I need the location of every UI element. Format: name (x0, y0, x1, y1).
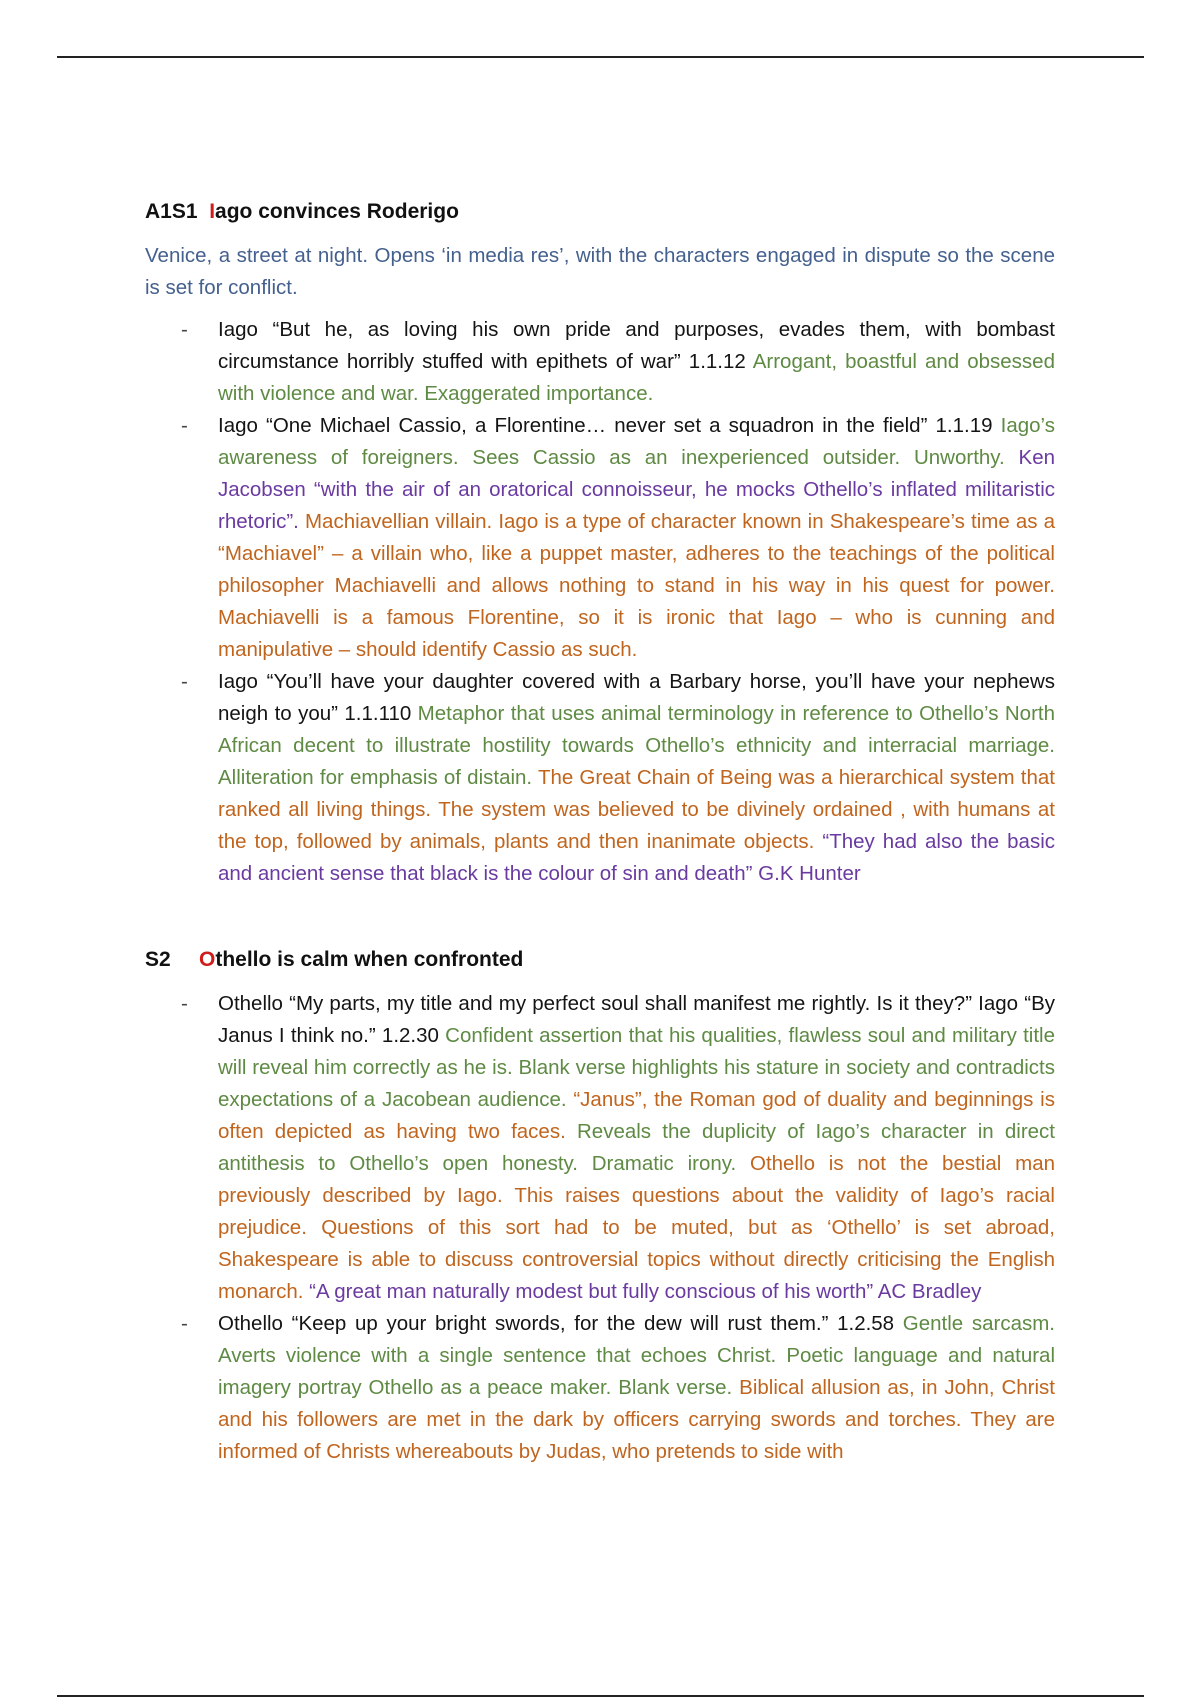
bullet-item (145, 1308, 1055, 1468)
bullet-item (145, 410, 1055, 666)
document-body (145, 196, 1055, 1468)
heading-title: ago convinces Roderigo (215, 200, 459, 223)
annotation-span-o: Machiavellian villain. Iago is a type of character known in Shakespeare’s time as a “Machiavel” – a villain who, like a puppet master, adheres to the teachings of the political philosopher Machiavelli and allows nothing to stand in his way in his quest for power. Machiavelli is a famous Florentine, so it is ironic that Iago – who is cunning and manipulative – should identify Cassio as such. (218, 510, 1055, 661)
section-heading (145, 944, 1055, 976)
annotation-span-q: Othello “My parts, my title and my perfect soul shall manifest me rightly. Is it they?” Iago “By Janus I think no.” 1.2.30 (218, 992, 1055, 1047)
annotation-span-o: Othello is not the bestial man previously described by Iago. This raises questions about the validity of Iago’s racial prejudice. Questions of this sort had to be muted, but as ‘Othello’ is set abroad, Shakespeare is able to discuss controversial topics without directly criticising the English monarch. (218, 1152, 1055, 1303)
annotation-span-q: Iago “But he, as loving his own pride and purposes, evades them, with bombast circumstance horribly stuffed with epithets of war” 1.1.12 (218, 318, 1055, 373)
bullet-dash: - (181, 992, 188, 1015)
annotation-span-o: “Janus”, the Roman god of duality and beginnings is often depicted as having two faces. (218, 1088, 1055, 1143)
annotation-span-q: Othello “Keep up your bright swords, for the dew will rust them.” 1.2.58 (218, 1312, 903, 1335)
annotation-span-g: Gentle sarcasm. Averts violence with a single sentence that echoes Christ. Poetic language and natural imagery portray Othello as a peace maker. Blank verse. (218, 1312, 1055, 1399)
annotation-span-g: Arrogant, boastful and obsessed with violence and war. Exaggerated importance. (218, 350, 1055, 405)
bullet-dash: - (181, 318, 188, 341)
heading-initial: I (209, 200, 216, 223)
bullet-list (145, 988, 1055, 1468)
bullet-dash: - (181, 1312, 188, 1335)
bullet-item (145, 666, 1055, 890)
heading-initial: O (199, 948, 216, 971)
bullet-dash: - (181, 670, 188, 693)
scene-intro: Venice, a street at night. Opens ‘in media res’, with the characters engaged in dispute so the scene is set for conflict. (145, 244, 1055, 299)
bullet-item (145, 314, 1055, 410)
section-heading (145, 196, 1055, 228)
annotation-span-p: Ken Jacobsen “with the air of an oratorical connoisseur, he mocks Othello’s inflated militaristic rhetoric”. (218, 446, 1055, 533)
bullet-dash: - (181, 414, 188, 437)
annotation-span-q: Iago “You’ll have your daughter covered with a Barbary horse, you’ll have your nephews neigh to you” 1.1.110 (218, 670, 1055, 725)
annotation-span-g: Metaphor that uses animal terminology in reference to Othello’s North African decent to illustrate hostility towards Othello’s ethnicity and interracial marriage. Alliteration for emphasis of distain. (218, 702, 1056, 789)
section-scene2 (145, 944, 1055, 1468)
top-rule (57, 56, 1144, 58)
annotation-span-p: “A great man naturally modest but fully conscious of his worth” AC Bradley (309, 1280, 982, 1303)
bullet-list (145, 314, 1055, 890)
annotation-span-p: “They had also the basic and ancient sense that black is the colour of sin and death” G.K Hunter (218, 830, 1055, 885)
annotation-span-g: Iago’s awareness of foreigners. Sees Cassio as an inexperienced outsider. Unworthy. (218, 414, 1055, 469)
section-label: S2 (145, 948, 171, 971)
annotation-span-g: Reveals the duplicity of Iago’s character in direct antithesis to Othello’s open honesty. Dramatic irony. (218, 1120, 1055, 1175)
annotation-span-g: Confident assertion that his qualities, flawless soul and military title will reveal him correctly as he is. Blank verse highlights his stature in society and contradicts expectations of a Jacobean audience. (218, 1024, 1056, 1111)
bottom-rule (57, 1695, 1144, 1697)
bullet-item (145, 988, 1055, 1308)
section-act1-scene1 (145, 196, 1055, 890)
heading-title: thello is calm when confronted (215, 948, 524, 971)
annotation-span-q: Iago “One Michael Cassio, a Florentine… never set a squadron in the field” 1.1.19 (218, 414, 1001, 437)
annotation-span-o: Biblical allusion as, in John, Christ and his followers are met in the dark by officers carrying swords and torches. They are informed of Christs whereabouts by Judas, who pretends to side with (218, 1376, 1055, 1463)
annotation-span-o: The Great Chain of Being was a hierarchical system that ranked all living things. The system was believed to be divinely ordained , with humans at the top, followed by animals, plants and then inanimate objects. (218, 766, 1055, 853)
section-label: A1S1 (145, 200, 198, 223)
